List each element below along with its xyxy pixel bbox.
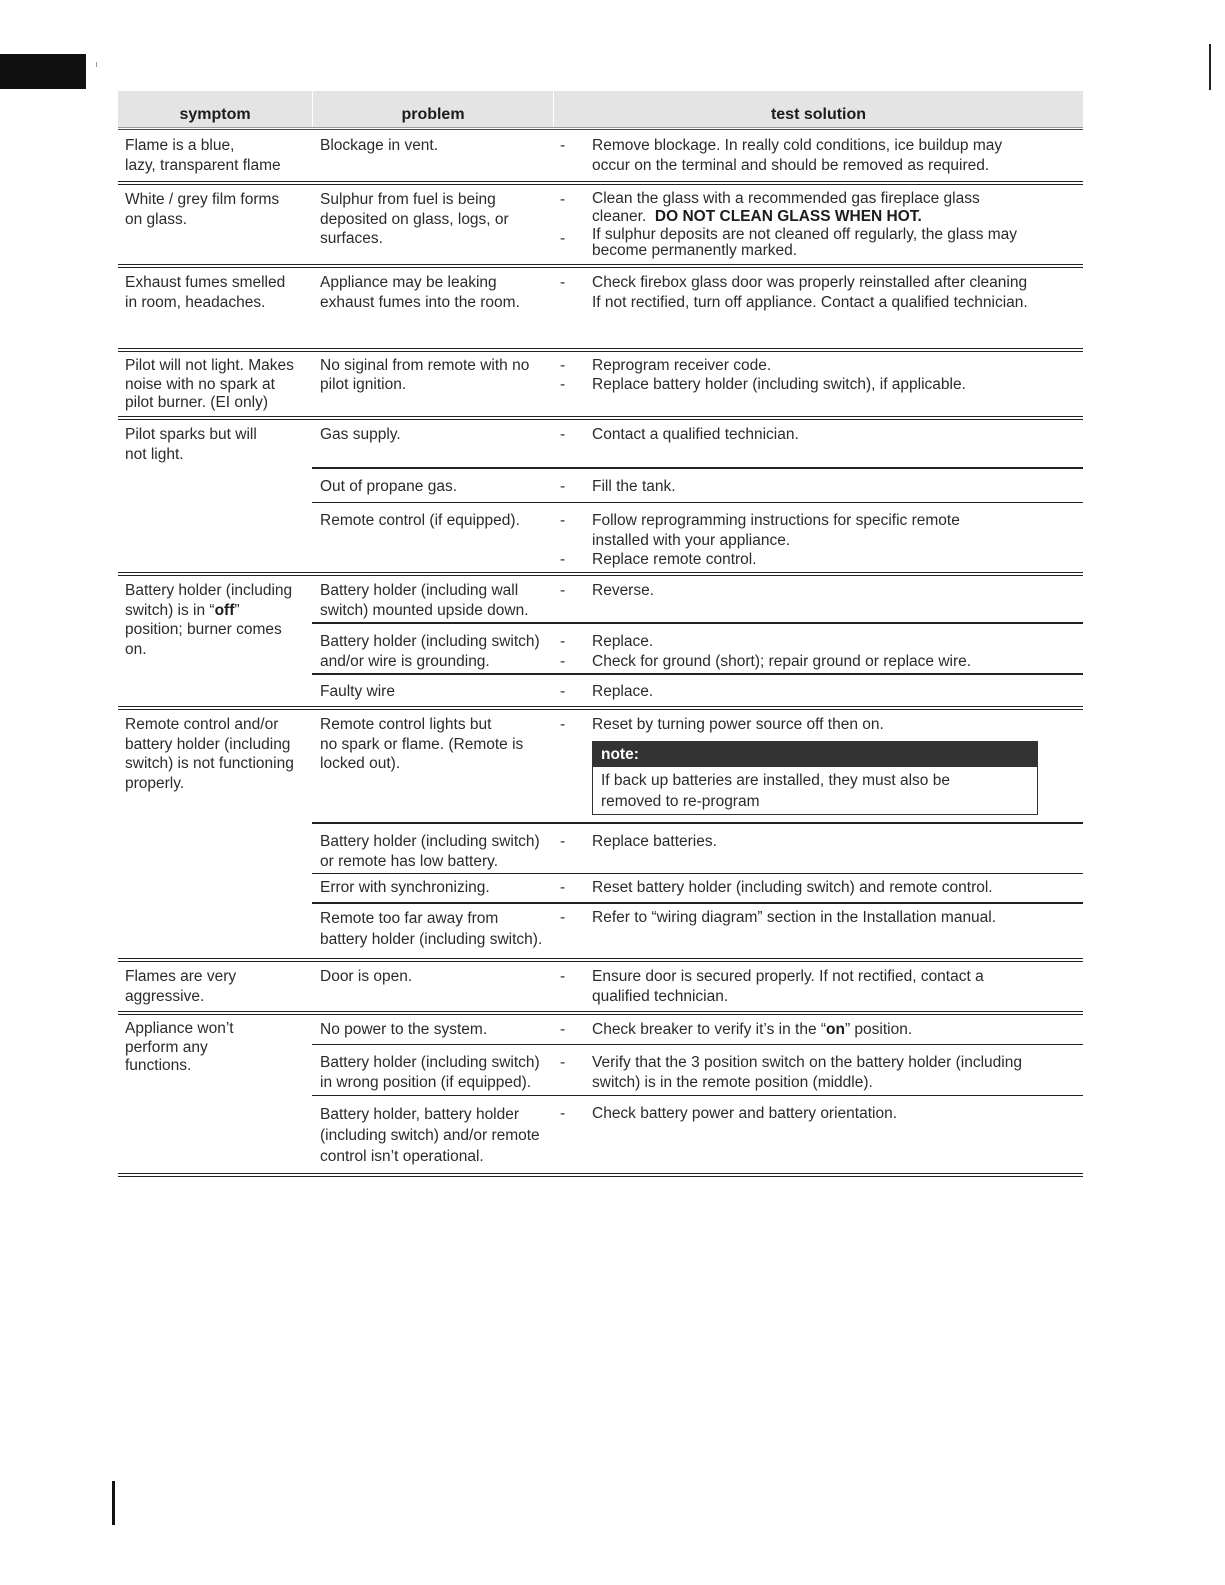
problem-cell: Battery holder (including wall switch) mounted upside down. <box>320 582 529 619</box>
symptom-cell: White / grey film forms on glass. <box>125 191 280 228</box>
solution-cell: Remove blockage. In really cold conditions, ice buildup may occur on the terminal and should be removed as required. <box>592 137 1003 174</box>
table-row: Battery holder (including switch) is in “off” position; burner comes on. Battery holder (including wall switch) mounted upside down. - Reverse. Battery holder (including switch) and/or wire is grounding. - - Replace. Check for ground (short); repair ground or replace wire. Faulty wire - Replace. <box>118 573 1083 707</box>
header-solution: test solution <box>770 106 867 123</box>
problem-cell: Remote too far away from battery holder (including switch). <box>320 910 543 948</box>
problem-cell: Battery holder (including switch) or remote has low battery. <box>320 833 540 870</box>
table-header <box>118 91 1083 128</box>
symptom-cell: Appliance won’t perform any functions. <box>125 1020 234 1074</box>
symptom-cell: Flames are very aggressive. <box>125 968 237 1005</box>
symptom-cell: Pilot will not light. Makes noise with no spark at pilot burner. (EI only) <box>125 357 294 411</box>
problem-cell: Remote control lights but no spark or flame. (Remote is locked out). <box>320 716 524 772</box>
note-title: note: <box>593 742 1037 768</box>
crop-mark <box>96 62 97 67</box>
solution-cell: Reverse. <box>592 582 655 599</box>
margin-rule <box>1209 44 1211 90</box>
section-tab <box>0 54 86 89</box>
problem-cell: Battery holder, battery holder (including switch) and/or remote control isn’t operational. <box>320 1106 540 1165</box>
problem-cell: Battery holder (including switch) in wrong position (if equipped). <box>320 1054 540 1091</box>
solution-cell: Check firebox glass door was properly reinstalled after cleaning If not rectified, turn off appliance. Contact a qualified technician. <box>592 274 1028 311</box>
solution-cell: Reset battery holder (including switch) and remote control. <box>592 879 993 896</box>
solution-cell: Follow reprogramming instructions for specific remote installed with your appliance. Replace remote control. <box>592 512 960 568</box>
solution-cell: Clean the glass with a recommended gas fireplace glass cleaner. DO NOT CLEAN GLASS WHEN HOT. If sulphur deposits are not cleaned off regularly, the glass may become permanently marked. <box>592 190 1018 259</box>
table-row: Flame is a blue, lazy, transparent flame Blockage in vent. - Remove blockage. In really cold conditions, ice buildup may occur on the terminal and should be removed as required. <box>118 128 1083 182</box>
solution-cell: Verify that the 3 position switch on the battery holder (including switch) is in the remote position (middle). <box>592 1054 1022 1091</box>
table-row: Exhaust fumes smelled in room, headaches. Appliance may be leaking exhaust fumes into the room. - Check firebox glass door was properly reinstalled after cleaning If not rectified, turn off appliance. Contact a qualified technician. <box>118 265 1083 349</box>
solution-cell: Replace. Check for ground (short); repair ground or replace wire. <box>592 633 972 670</box>
table-row: Remote control and/or battery holder (including switch) is not functioning properly. Remote control lights but no spark or flame. (Remote is locked out). - Reset by turning power source off then on. note: If back up batteries are installed, they must also be removed to re-program Battery holder (including switch) or remote has low battery. - Replace batteries. Error with synchronizing. - Reset battery holder (including switch) and remote control. Remote too far away from battery holder (including switch). - Refer to “wiring diagram” section in the Installation manual. <box>118 707 1083 959</box>
table-row: Pilot will not light. Makes noise with no spark at pilot burner. (EI only) No siginal from remote with no pilot ignition. - - Reprogram receiver code. Replace battery holder (including switch), if applicable. <box>118 349 1083 417</box>
solution-cell: Ensure door is secured properly. If not rectified, contact a qualified technician. <box>592 968 984 1005</box>
solution-cell: Contact a qualified technician. <box>592 426 799 443</box>
problem-cell: Remote control (if equipped). <box>320 512 520 529</box>
problem-cell: No siginal from remote with no pilot ignition. <box>320 357 530 393</box>
problem-cell: No power to the system. <box>320 1021 488 1038</box>
problem-cell: Out of propane gas. <box>320 478 458 495</box>
symptom-cell: Battery holder (including switch) is in “off” position; burner comes on. <box>125 582 293 658</box>
problem-cell: Gas supply. <box>320 426 401 443</box>
solution-cell: Reset by turning power source off then on. note: If back up batteries are installed, they must also be removed to re-program <box>592 707 1083 824</box>
solution-cell: Check battery power and battery orientation. <box>592 1105 898 1122</box>
troubleshooting-table <box>118 91 1083 1174</box>
note-text: If back up batteries are installed, they must also be removed to re-program <box>601 772 950 810</box>
solution-cell: Fill the tank. <box>592 478 676 495</box>
solution-cell: Reprogram receiver code. Replace battery holder (including switch), if applicable. <box>592 357 966 393</box>
problem-cell: Appliance may be leaking exhaust fumes into the room. <box>320 274 520 311</box>
problem-cell: Sulphur from fuel is being deposited on glass, logs, or surfaces. <box>320 191 509 247</box>
solution-cell: Check breaker to verify it’s in the “on” position. <box>592 1021 913 1038</box>
note-box <box>592 741 1038 816</box>
solution-cell: Refer to “wiring diagram” section in the Installation manual. <box>592 909 997 926</box>
problem-cell: Blockage in vent. <box>320 137 439 154</box>
symptom-cell: Remote control and/or battery holder (including switch) is not functioning properly. <box>125 716 294 792</box>
header-problem: problem <box>313 91 554 127</box>
problem-cell: Battery holder (including switch) and/or wire is grounding. <box>320 633 540 670</box>
footer-bar <box>112 1481 115 1525</box>
symptom-cell: Exhaust fumes smelled in room, headaches. <box>125 274 286 311</box>
symptom-cell: Flame is a blue, lazy, transparent flame <box>125 137 281 174</box>
symptom-cell: Pilot sparks but will not light. <box>125 426 257 463</box>
problem-cell: Door is open. <box>320 968 413 985</box>
solution-cell: Replace. <box>592 683 654 700</box>
problem-cell: Faulty wire <box>320 683 395 700</box>
table-row: Flames are very aggressive. Door is open. - Ensure door is secured properly. If not rectified, contact a qualified technician. <box>118 959 1083 1012</box>
solution-cell: Replace batteries. <box>592 833 717 850</box>
header-symptom: symptom <box>118 91 313 127</box>
table-row: White / grey film forms on glass. Sulphur from fuel is being deposited on glass, logs, or surfaces. - - Clean the glass with a recommended gas fireplace glass cleaner. DO NOT CLEAN GLASS WHEN HOT. If sulphur deposits are not cleaned off regularly, the glass may become permanently marked. <box>118 182 1083 265</box>
problem-cell: Error with synchronizing. <box>320 879 490 896</box>
table-row: Appliance won’t perform any functions. No power to the system. - Check breaker to verify it’s in the “on” position. Battery holder (including switch) in wrong position (if equipped). - Verify that the 3 position switch on the battery holder (including switch) is in the remote position (middle). Battery holder, battery holder (including switch) and/or remote control isn’t operational. - Check battery power and battery orientation. <box>118 1012 1083 1174</box>
table-row: Pilot sparks but will not light. Gas supply. - Contact a qualified technician. Out of propane gas. - Fill the tank. Remote control (if equipped). - - Follow reprogramming instructions for specific remote installed with your appliance. Replace remote control. <box>118 417 1083 573</box>
